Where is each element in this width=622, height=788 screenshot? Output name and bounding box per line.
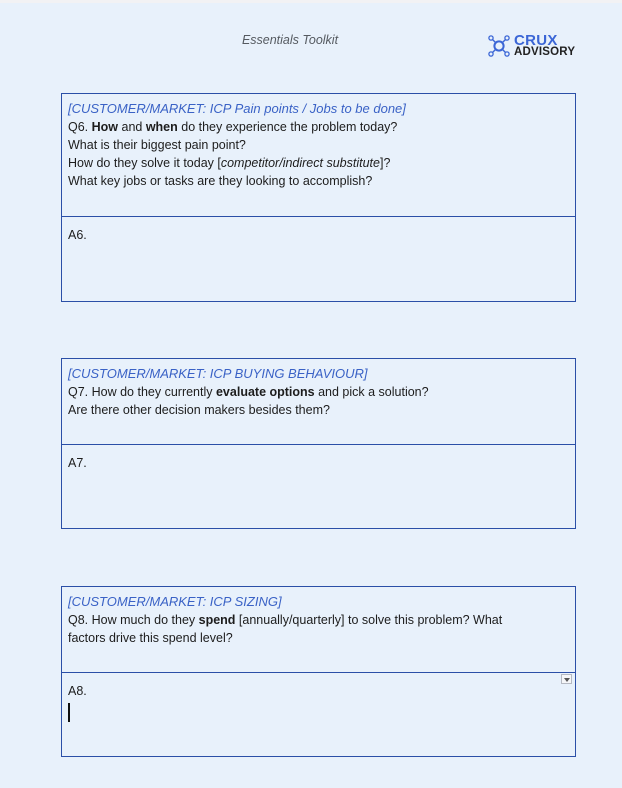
page-header-title: Essentials Toolkit [241,33,339,47]
question-line [68,401,569,419]
molecule-icon [487,34,511,58]
question-text [68,611,569,647]
question-text-segment: and [118,120,146,134]
question-category-tag: [CUSTOMER/MARKET: ICP BUYING BEHAVIOUR] [68,366,368,381]
answer-field[interactable] [62,445,575,471]
question-text-segment: Q7. How do they currently [68,385,216,399]
question-text-segment: How [91,120,119,134]
question-text-segment: do they experience the problem today? [177,120,398,134]
question-line [68,136,569,154]
question-text-segment: What is their biggest pain point? [68,138,246,152]
question-text-segment: Are there other decision makers besides them? [68,403,330,417]
question-section [62,359,575,445]
question-text-segment: Q8. How much do they [68,613,199,627]
question-text-segment: ]? [379,156,391,170]
question-category-tag: [CUSTOMER/MARKET: ICP Pain points / Jobs to be done] [68,101,406,116]
question-block-q6 [61,93,576,302]
question-section [62,587,575,673]
question-category-tag: [CUSTOMER/MARKET: ICP SIZING] [68,594,282,609]
question-line [68,118,569,136]
question-text [68,383,569,419]
question-text-segment: spend [198,613,236,627]
logo-text-crux: CRUX [514,32,558,49]
question-block-q8 [61,586,576,757]
answer-field[interactable] [62,217,575,243]
answer-label: A6. [68,228,87,242]
question-text [68,118,569,190]
question-line [68,154,569,172]
answer-label: A8. [68,684,87,698]
question-line [68,629,569,647]
answer-field[interactable] [62,673,575,722]
text-cursor [68,703,70,722]
page-top-edge [0,0,622,3]
question-text-segment: [annually/quarterly] to solve this problem? What [235,613,503,627]
question-line [68,611,569,629]
question-block-q7 [61,358,576,529]
question-text-segment: competitor/indirect substitute [220,156,380,170]
question-line [68,172,569,190]
question-text-segment: How do they solve it today [ [68,156,221,170]
question-line [68,383,569,401]
brand-logo [487,33,587,61]
question-text-segment: Q6. [68,120,92,134]
logo-text-advisory: ADVISORY [514,46,576,58]
answer-label: A7. [68,456,87,470]
question-text-segment: evaluate options [215,385,315,399]
chevron-down-icon[interactable] [561,674,572,684]
question-section [62,94,575,217]
question-text-segment: when [145,120,178,134]
question-text-segment: factors drive this spend level? [68,631,233,645]
question-text-segment: What key jobs or tasks are they looking to accomplish? [68,174,373,188]
question-text-segment: and pick a solution? [314,385,429,399]
